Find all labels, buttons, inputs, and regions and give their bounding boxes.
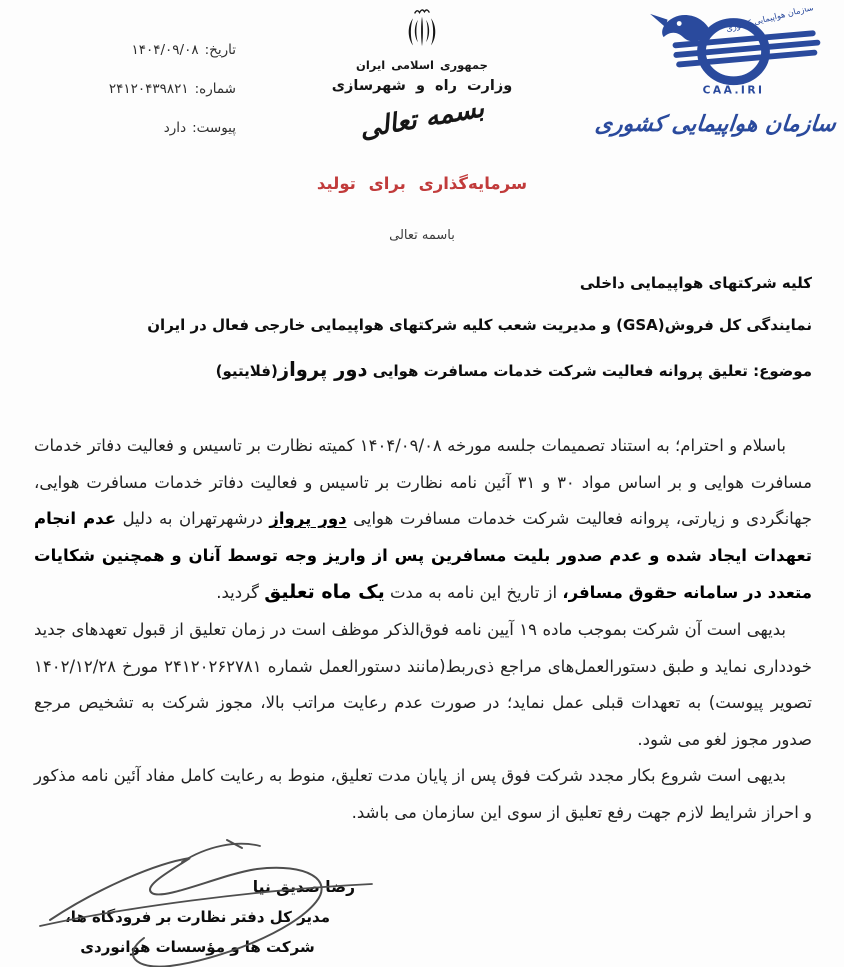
p1-suspension-duration: یک ماه تعلیق [264, 581, 385, 604]
letter-meta-block [42, 42, 236, 159]
recipient-line-domestic: کلیه شرکتهای هواپیمایی داخلی [579, 274, 812, 292]
letter-number-row [42, 81, 236, 97]
p1-run-4: از تاریخ این نامه به مدت [384, 583, 563, 603]
number-label: شماره: [194, 81, 236, 97]
p1-company-name: دور پرواز [269, 509, 347, 529]
recipient-line-gsa: نمایندگی کل فروش(GSA) و مدیریت شعب کلیه شرکتهای هواپیمایی خارجی فعال در ایران [147, 316, 812, 334]
letter-date-row [42, 42, 236, 58]
letter-body [34, 428, 812, 832]
body-paragraph-2: بدیهی است آن شرکت بموجب ماده ۱۹ آیین نامه فوق‌الذکر موظف است در زمان تعلیق از قبول تعهدهای جدید خودداری نماید و طبق دستورالعمل‌های مراجع ذی‌ربط(مانند دستورالعمل شماره ۲۴۱۲۰۲۶۲۷۸۱ مورخ ۱۴۰۲/۱۲/۲۸ تصویر پیوست) به تعهدات قبلی عمل نماید؛ در صورت عدم رعایت مراتب بالا، مجوز شرکت به تشخیص مرجع صدور مجوز لغو می شود. [34, 619, 812, 749]
p1-run-2: درشهرتهران به دلیل [116, 509, 270, 529]
signatory-titles [40, 902, 355, 962]
attachment-value: دارد [163, 120, 187, 136]
ministry-title: وزارت راه و شهرسازی [331, 78, 513, 94]
caa-header [634, 8, 834, 109]
recipients-block [32, 274, 812, 381]
date-value: ۱۴۰۴/۰۹/۰۸ [131, 42, 199, 58]
subject-line [32, 358, 812, 381]
signatory-title-line2: شرکت ها و مؤسسات هوانوردی [80, 938, 315, 956]
ministry-header [302, 6, 542, 145]
signature-block [40, 852, 355, 962]
signatory-title-line1: مدیر کل دفتر نظارت بر فرودگاه ها، [65, 908, 330, 926]
besmellah-small-text: باسمه تعالی [389, 228, 455, 243]
subject-suffix: (فلایتیو) [215, 362, 278, 380]
body-paragraph-3: بدیهی است شروع بکار مجدد شرکت فوق پس از پایان مدت تعلیق، منوط به رعایت کامل مفاد آئین نامه مذکور و احراز شرایط لازم جهت رفع تعلیق از سوی این سازمان می باشد. [34, 766, 812, 822]
attachment-label: پیوست: [192, 120, 236, 136]
subject-company-name: دور پرواز [277, 358, 368, 381]
letter-attachment-row [42, 120, 236, 136]
besmellah-calligraphy: بسمه تعالی [357, 93, 487, 145]
caa-logo-icon [644, 8, 824, 105]
p1-run-6: گردید. [216, 583, 265, 603]
signatory-name: رضا صدیق نیا [252, 878, 355, 896]
slogan-text: سرمایه‌گذاری برای تولید [316, 174, 528, 193]
p1-run-0: باسلام و احترام؛ به استناد تصمیمات جلسه مورخه ۱۴۰۴/۰۹/۰۸ کمیته نظارت بر تاسیس و فعالیت دفاتر خدمات مسافرت هوایی و بر اساس مواد ۳۰ و ۳۱ آئین نامه نظارت بر تاسیس و فعالیت دفاتر خدمات مسافرت هوایی، جهانگردی و زیارتی، پروانه فعالیت شرکت خدمات مسافرت هوایی [34, 436, 813, 529]
number-value: ۲۴۱۲۰۴۳۹۸۲۱ [108, 81, 189, 97]
subject-prefix: موضوع: تعلیق پروانه فعالیت شرکت خدمات مسافرت هوایی [367, 362, 812, 380]
caa-org-name-calligraphy: سازمان هواپیمایی کشوری [593, 112, 838, 137]
caa-logo-arc-text: سازمان هواپیمایی کشوری [724, 8, 815, 34]
p1-violation-text: عدم انجام تعهدات ایجاد شده و عدم صدور بلیت مسافرین پس از واریز وجه توسط آنان و همچنین شکایات متعدد در سامانه حقوق مسافر، [34, 509, 812, 603]
iran-emblem-icon [404, 6, 440, 52]
date-label: تاریخ: [204, 42, 236, 58]
caa-logo-text: CAA.IRI [702, 83, 765, 97]
government-title: جمهوری اسلامی ایران [356, 58, 488, 72]
body-paragraph-1 [34, 428, 812, 612]
